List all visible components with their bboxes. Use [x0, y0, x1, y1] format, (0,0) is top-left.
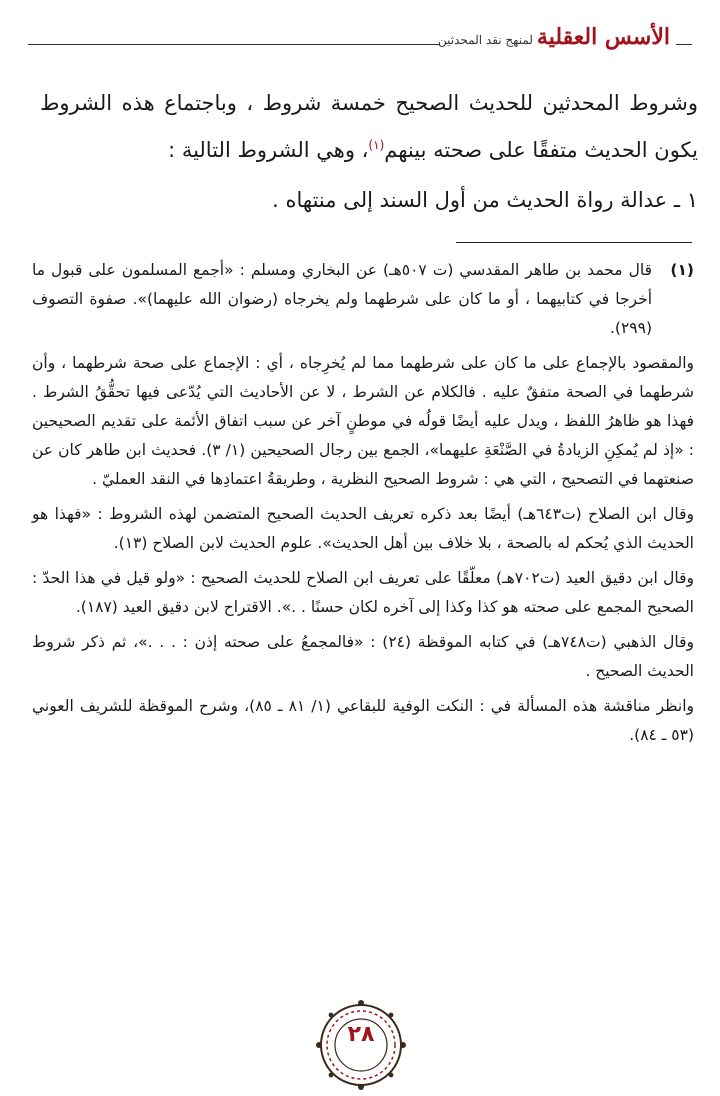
- footnote-number: (١): [670, 261, 694, 279]
- footnote-paragraph-6: وانظر مناقشة هذه المسألة في : النكت الوفية للبقاعي (١/ ٨١ ـ ٨٥)، وشرح الموقظة للشريف العوني (٥٣ ـ ٨٤).: [32, 697, 695, 744]
- footnote-paragraph-4: وقال ابن دقيق العيد (ت٧٠٢هـ) معلّقًا على تعريف ابن الصلاح للحديث الصحيح : «ولو قيل في هذا الحدّ : الصحيح المجمع على صحته هو كذا وكذا إلى آخره لكان حسنًا . .». الاقتراح لابن دقيق العيد (١٨٧).: [32, 569, 694, 616]
- main-text: [40, 82, 698, 221]
- book-title: الأسس العقلية: [536, 24, 670, 50]
- main-paragraph: [40, 82, 698, 171]
- footnotes-section: [32, 256, 694, 756]
- page-number: ٢٨: [347, 1022, 375, 1047]
- main-paragraph-end: ، وهي الشروط التالية :: [168, 138, 369, 162]
- footnote-paragraph-2: والمقصود بالإجماع على ما كان على شرطهما مما لم يُخرِجاه ، أي : الإجماع على صحة شرطهما ، وأن شرطهما في الصحة متفقٌ عليه . فالكلام عن الشرط ، لا عن الأحاديث التي يُدّعى فيها تحقُّقُ الشرط . فهذا هو ظاهرُ اللفظ ، ويدل عليه أيضًا قولُه في موطنٍ آخر عن سبب اتفاق الأئمة على تقديم الصحيحين : «إذ لم يُمكِنِ الزيادةُ في الصَّنْعَةِ عليهما»، الجمع بين رجال الصحيحين (١/ ٣). فحديث ابن طاهر كان عن صنعتهما في التصحيح ، التي هي : شروط الصحيح النظرية ، وطريقةُ اعتمادِها في النقد العمليّ .: [32, 354, 694, 488]
- book-subtitle: لمنهج نقد المحدثين: [438, 33, 533, 47]
- footnote-reference[interactable]: (١): [368, 138, 385, 152]
- main-paragraph-text: وشروط المحدثين للحديث الصحيح خمسة شروط ، وباجتماع هذه الشروط يكون الحديث متفقًا على صحته بينهم: [40, 91, 698, 162]
- footnote-paragraph-1: [32, 256, 694, 343]
- condition-1: ١ ـ عدالة رواة الحديث من أول السند إلى منتهاه .: [272, 188, 698, 212]
- footnote-divider: [456, 242, 692, 243]
- running-header: [28, 14, 692, 62]
- footnote-paragraph-3: وقال ابن الصلاح (ت٦٤٣هـ) أيضًا بعد ذكره تعريف الحديث الصحيح المتضمن لهذه الشروط : «فهذا هو الحديث الذي يُحكم له بالصحة ، بلا خلاف بين أهل الحديث». علوم الحديث لابن الصلاح (١٣).: [32, 505, 694, 552]
- footnote-paragraph-5: وقال الذهبي (ت٧٤٨هـ) في كتابه الموقظة (٢٤) : «فالمجمعُ على صحته إذن : . . .»، ثم ذكر شروط الحديث الصحيح .: [32, 633, 694, 680]
- header-title-group: [438, 24, 670, 50]
- header-rule-right: [676, 44, 692, 45]
- header-rule-left: [28, 44, 440, 45]
- footnote-paragraph-1-text: قال محمد بن طاهر المقدسي (ت ٥٠٧هـ) عن البخاري ومسلم : «أجمع المسلمون على قبول ما أخرجا في كتابيهما ، أو ما كان على شرطهما ولم يخرجاه (رضوان الله عليهما)». صفوة التصوف (٢٩٩).: [32, 261, 652, 337]
